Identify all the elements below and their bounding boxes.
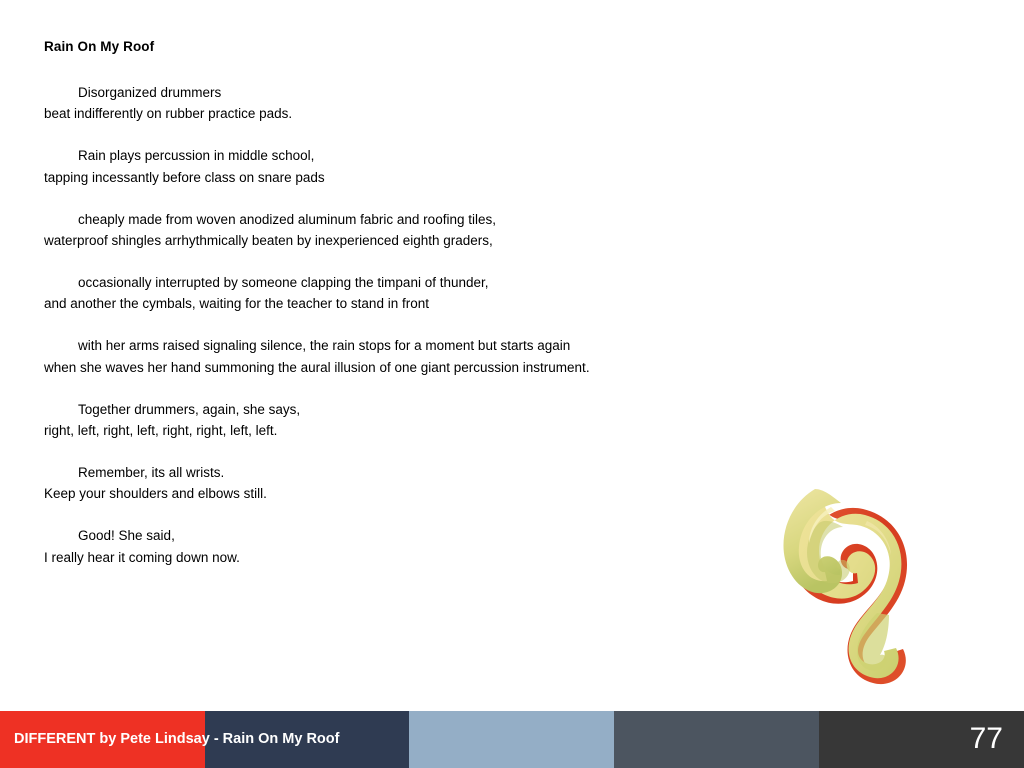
poem-line: when she waves her hand summoning the aural illusion of one giant percussion instrument.	[44, 359, 590, 375]
poem-stanza	[44, 209, 744, 252]
poem-stanza	[44, 525, 744, 568]
page-number: 77	[969, 722, 1003, 755]
poem-stanza	[44, 399, 744, 442]
poem-line: cheaply made from woven anodized aluminum fabric and roofing tiles,	[78, 211, 496, 227]
poem-line: occasionally interrupted by someone clapping the timpani of thunder,	[78, 274, 489, 290]
poem-line: tapping incessantly before class on snare pads	[44, 169, 325, 185]
poem-line: Good! She said,	[78, 528, 175, 544]
poem-line: Together drummers, again, she says,	[78, 401, 301, 417]
footer-segment-blue	[409, 711, 614, 768]
poem-stanza	[44, 462, 744, 505]
poem-line: Remember, its all wrists.	[78, 464, 225, 480]
poem-stanza	[44, 335, 744, 378]
poem-line: waterproof shingles arrhythmically beaten by inexperienced eighth graders,	[44, 233, 493, 249]
footer-segment-slate	[614, 711, 819, 768]
poem-line: beat indifferently on rubber practice pads.	[44, 106, 293, 122]
footer-bar	[0, 711, 1024, 768]
poem-stanza	[44, 82, 744, 125]
poem-line: Keep your shoulders and elbows still.	[44, 486, 267, 502]
poem-line: I really hear it coming down now.	[44, 549, 240, 565]
poem-line: with her arms raised signaling silence, the rain stops for a moment but starts again	[78, 338, 571, 354]
footer-caption: DIFFERENT by Pete Lindsay - Rain On My Roof	[14, 731, 340, 747]
poem-line: Disorganized drummers	[78, 85, 222, 100]
poem-body	[44, 82, 744, 568]
poem-line: right, left, right, left, right, right, left, left.	[44, 422, 278, 438]
curled-pepper-illustration	[757, 463, 979, 693]
poem-stanza	[44, 145, 744, 188]
poem-stanza	[44, 272, 744, 315]
poem-line: and another the cymbals, waiting for the teacher to stand in front	[44, 296, 429, 312]
page-title: Rain On My Roof	[44, 39, 155, 54]
poem-line: Rain plays percussion in middle school,	[78, 148, 315, 164]
